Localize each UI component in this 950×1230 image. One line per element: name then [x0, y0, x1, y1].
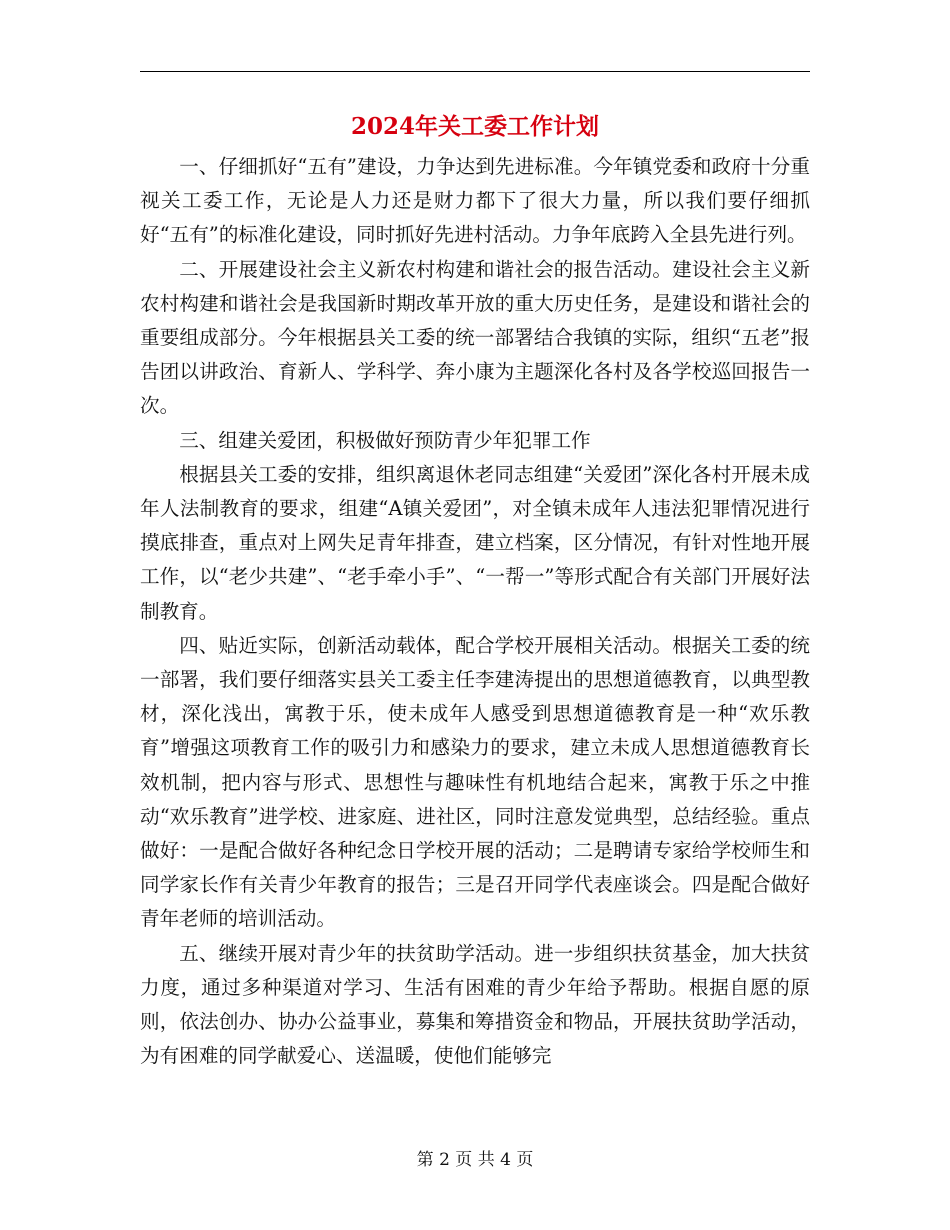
- header-rule: [140, 71, 810, 72]
- page-number: 第 2 页 共 4 页: [416, 1150, 534, 1170]
- document-body: [140, 150, 810, 1073]
- paragraph-2: 二、开展建设社会主义新农村构建和谐社会的报告活动。建设社会主义新农村构建和谐社会是我国新时期改革开放的重大历史任务，是建设和谐社会的重要组成部分。今年根据县关工委的统一部署结合我镇的实际，组织“五老”报告团以讲政治、育新人、学科学、奔小康为主题深化各村及各学校巡回报告一次。: [140, 257, 810, 418]
- document-title: 2024年关工委工作计划: [350, 113, 599, 140]
- paragraph-3: 三、组建关爱团，积极做好预防青少年犯罪工作: [179, 428, 591, 452]
- paragraph-1: 一、仔细抓好“五有”建设，力争达到先进标准。今年镇党委和政府十分重视关工委工作，无论是人力还是财力都下了很大力量，所以我们要仔细抓好“五有”的标准化建设，同时抓好先进村活动。力争年底跨入全县先进行列。: [140, 155, 810, 247]
- paragraph-4: 根据县关工委的安排，组织离退休老同志组建“关爱团”深化各村开展未成年人法制教育的要求，组建“A镇关爱团”，对全镇未成年人违法犯罪情况进行摸底排查，重点对上网失足青年排查，建立档案，区分情况，有针对性地开展工作，以“老少共建”、“老手牵小手”、“一帮一”等形式配合有关部门开展好法制教育。: [140, 462, 810, 623]
- paragraph-6: 五、继续开展对青少年的扶贫助学活动。进一步组织扶贫基金，加大扶贫力度，通过多种渠道对学习、生活有困难的青少年给予帮助。根据自愿的原则，依法创办、协办公益事业，募集和筹措资金和物品，开展扶贫助学活动，为有困难的同学献爱心、送温暖，使他们能够完: [140, 941, 810, 1068]
- paragraph-5: 四、贴近实际，创新活动载体，配合学校开展相关活动。根据关工委的统一部署，我们要仔细落实县关工委主任李建涛提出的思想道德教育，以典型教材，深化浅出，寓教于乐，使未成年人感受到思想道德教育是一种“欢乐教育”增强这项教育工作的吸引力和感染力的要求，建立未成人思想道德教育长效机制，把内容与形式、思想性与趣味性有机地结合起来，寓教于乐之中推动“欢乐教育”进学校、进家庭、进社区，同时注意发觉典型，总结经验。重点做好：一是配合做好各种纪念日学校开展的活动；二是聘请专家给学校师生和同学家长作有关青少年教育的报告；三是召开同学代表座谈会。四是配合做好青年老师的培训活动。: [140, 633, 810, 931]
